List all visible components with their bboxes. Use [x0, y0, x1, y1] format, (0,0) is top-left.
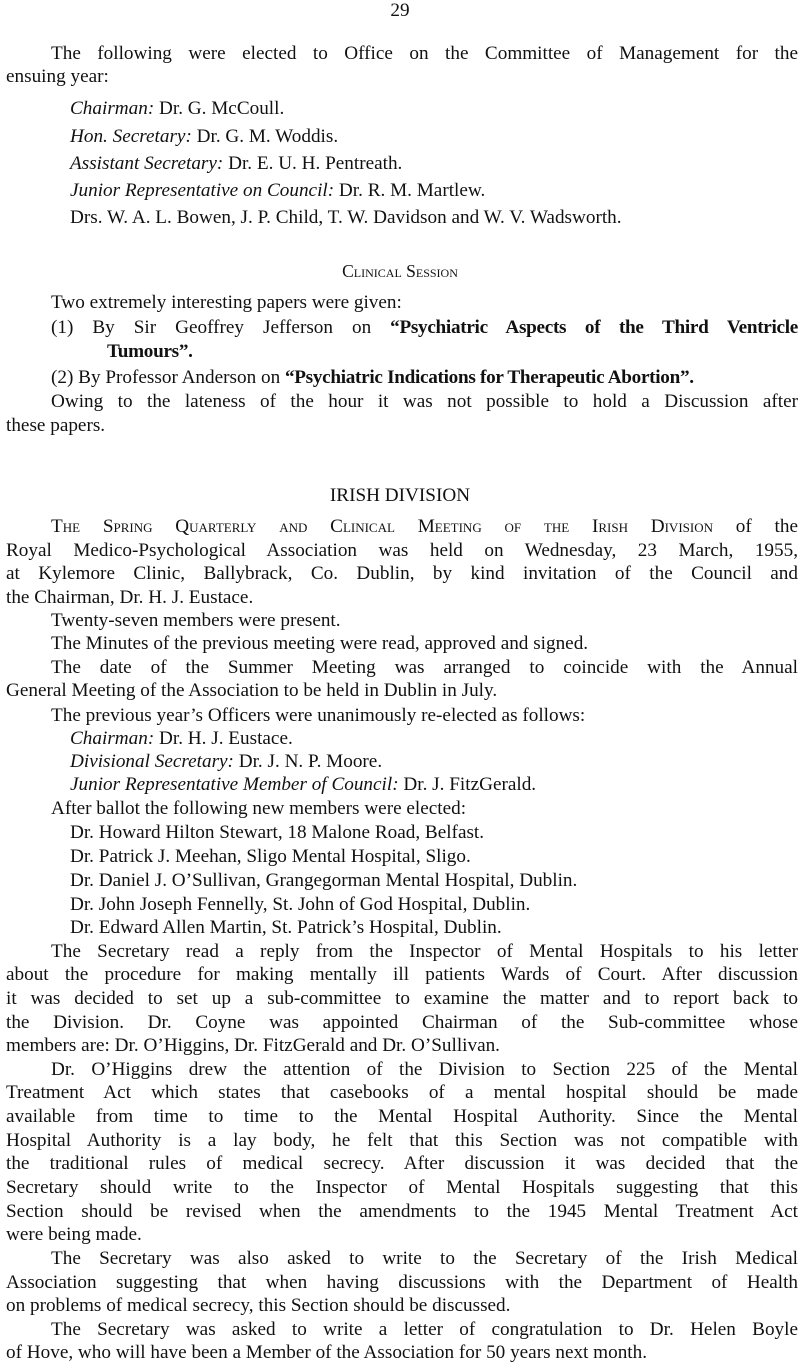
role-label: Chairman: [70, 728, 155, 749]
committee-chairman [70, 97, 798, 120]
wards-line-3: it was decided to set up a sub-committee to examine the matter and to report back to [6, 988, 798, 1009]
role-label: Junior Representative on Council: [70, 180, 335, 201]
committee-members: Drs. W. A. L. Bowen, J. P. Child, T. W. Davidson and W. V. Wadsworth. [70, 207, 622, 228]
section-line-2: Treatment Act which states that casebooks of a mental hospital should be made [6, 1082, 798, 1103]
meeting-line-4: the Chairman, Dr. H. J. Eustace. [6, 587, 254, 608]
role-holder: Dr. J. N. P. Moore. [238, 751, 383, 772]
meeting-line-3: at Kylemore Clinic, Ballybrack, Co. Dublin, by kind invitation of the Council and [6, 563, 798, 584]
paper-2-prefix: (2) By Professor Anderson on [51, 367, 285, 388]
section-line-1: Dr. O’Higgins drew the attention of the Division to Section 225 of the Mental [51, 1059, 798, 1080]
role-holder: Dr. R. M. Martlew. [338, 180, 486, 201]
section-line-3: available from time to time to the Mental Hospital Authority. Since the Mental [6, 1106, 798, 1127]
section-line-5: the traditional rules of medical secrecy. After discussion it was decided that the [6, 1153, 798, 1174]
meeting-line-2: Royal Medico-Psychological Association was held on Wednesday, 23 March, 1955, [6, 540, 798, 561]
meeting-line-1 [51, 515, 798, 538]
division-junior-rep [70, 773, 798, 796]
committee-intro-line-2: ensuing year: [6, 66, 109, 87]
role-label: Junior Representative Member of Council: [70, 774, 399, 795]
role-holder: Dr. G. McCoull. [159, 98, 285, 119]
ima-line-3: on problems of medical secrecy, this Section should be discussed. [6, 1295, 511, 1316]
role-holder: Dr. J. FitzGerald. [403, 774, 537, 795]
committee-junior-rep [70, 179, 798, 202]
paper-1-title: “Psychiatric Aspects of the Third Ventricle [390, 317, 799, 338]
role-label: Hon. Secretary: [70, 126, 192, 147]
role-holder: Dr. E. U. H. Pentreath. [228, 153, 403, 174]
clinical-note-line-2: these papers. [6, 415, 106, 436]
wards-line-4: the Division. Dr. Coyne was appointed Chairman of the Sub-committee whose [6, 1012, 798, 1033]
paper-1-line-2 [107, 340, 798, 363]
section-line-4: Hospital Authority is a lay body, he felt that this Section was not compatible with [6, 1130, 798, 1151]
wards-line-5: members are: Dr. O’Higgins, Dr. FitzGerald and Dr. O’Sullivan. [6, 1035, 500, 1056]
division-chairman [70, 727, 798, 750]
summer-line-2: General Meeting of the Association to be held in Dublin in July. [6, 680, 498, 701]
committee-intro-line-1: The following were elected to Office on the Committee of Management for the [51, 43, 798, 64]
new-member-3: Dr. Daniel J. O’Sullivan, Grangegorman Mental Hospital, Dublin. [70, 870, 578, 891]
minutes-note: The Minutes of the previous meeting were read, approved and signed. [51, 633, 589, 654]
role-holder: Dr. G. M. Woddis. [196, 126, 339, 147]
clinical-intro: Two extremely interesting papers were given: [51, 292, 402, 313]
officers-intro: The previous year’s Officers were unanimously re-elected as follows: [51, 705, 586, 726]
meeting-title-smallcaps: The Spring Quarterly and Clinical Meeting of the Irish Division [51, 516, 713, 537]
committee-assistant-secretary [70, 152, 798, 175]
members-present: Twenty-seven members were present. [51, 610, 341, 631]
ima-line-1: The Secretary was also asked to write to the Secretary of the Irish Medical [51, 1248, 798, 1269]
boyle-line-2: of Hove, who will have been a Member of the Association for 50 years next month. [6, 1342, 648, 1363]
role-holder: Dr. H. J. Eustace. [159, 728, 293, 749]
page-number: 29 [390, 0, 410, 21]
wards-line-1: The Secretary read a reply from the Inspector of Mental Hospitals to his letter [51, 941, 798, 962]
clinical-note-line-1: Owing to the lateness of the hour it was not possible to hold a Discussion after [51, 391, 798, 412]
paper-1-title-cont: Tumours”. [107, 341, 193, 362]
new-member-2: Dr. Patrick J. Meehan, Sligo Mental Hospital, Sligo. [70, 846, 471, 867]
paper-2 [51, 366, 798, 389]
role-label: Chairman: [70, 98, 155, 119]
summer-line-1: The date of the Summer Meeting was arranged to coincide with the Annual [51, 657, 798, 678]
role-label: Divisional Secretary: [70, 751, 234, 772]
new-member-5: Dr. Edward Allen Martin, St. Patrick’s Hospital, Dublin. [70, 917, 502, 938]
section-line-6: Secretary should write to the Inspector of Mental Hospitals suggesting that this [6, 1177, 798, 1198]
section-line-8: were being made. [6, 1224, 142, 1245]
ima-line-2: Association suggesting that when having discussions with the Department of Health [6, 1272, 798, 1293]
clinical-session-heading: Clinical Session [342, 261, 458, 281]
meeting-line-1-rest: of the [713, 516, 798, 537]
new-member-1: Dr. Howard Hilton Stewart, 18 Malone Road, Belfast. [70, 822, 485, 843]
new-member-4: Dr. John Joseph Fennelly, St. John of God Hospital, Dublin. [70, 894, 531, 915]
paper-1-line-1 [51, 316, 798, 339]
paper-1-prefix: (1) By Sir Geoffrey Jefferson on [51, 317, 391, 338]
committee-hon-secretary [70, 125, 798, 148]
section-line-7: Section should be revised when the amendments to the 1945 Mental Treatment Act [6, 1201, 798, 1222]
boyle-line-1: The Secretary was asked to write a letter of congratulation to Dr. Helen Boyle [51, 1319, 798, 1340]
irish-division-heading: IRISH DIVISION [329, 485, 471, 506]
paper-2-title: “Psychiatric Indications for Therapeutic Abortion”. [284, 367, 694, 388]
wards-line-2: about the procedure for making mentally ill patients Wards of Court. After discussion [6, 964, 798, 985]
ballot-intro: After ballot the following new members were elected: [51, 798, 467, 819]
division-secretary [70, 750, 798, 773]
role-label: Assistant Secretary: [70, 153, 224, 174]
